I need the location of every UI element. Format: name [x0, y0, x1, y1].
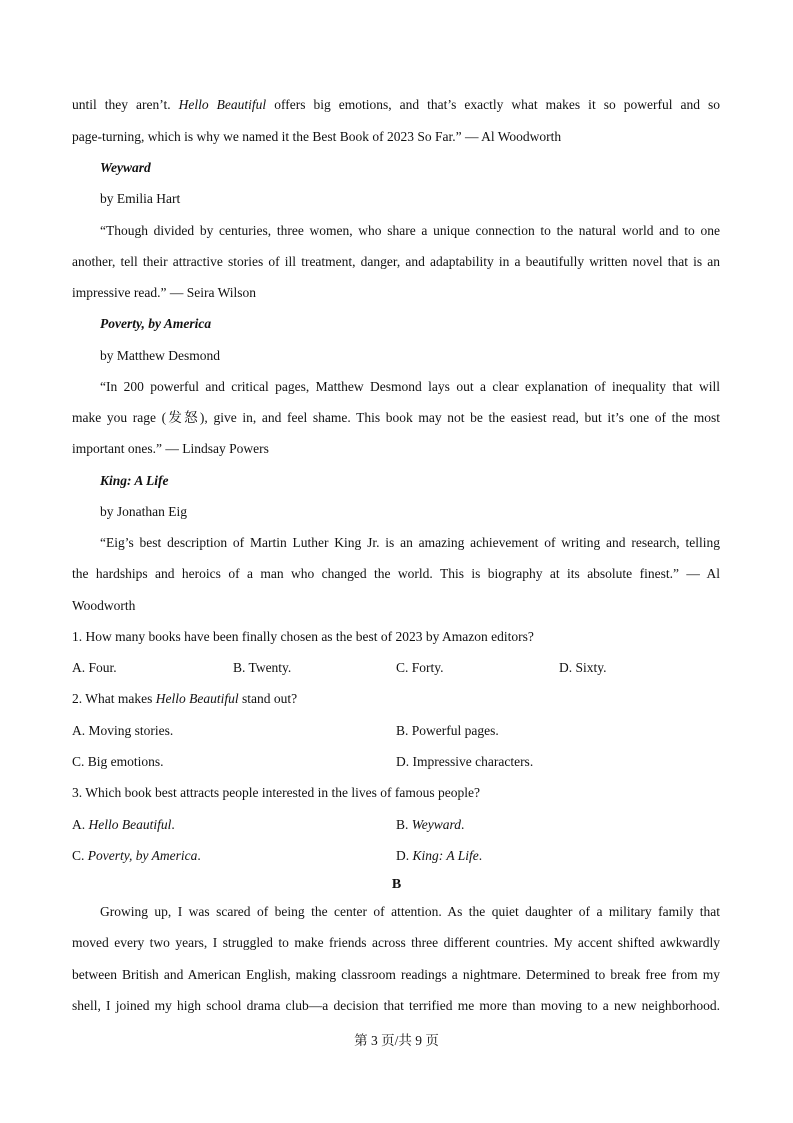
passage-line: moved every two years, I struggled to make friends across three different countries. My accent shifted awkwardly — [72, 935, 720, 950]
review-text-line: “Eig’s best description of Martin Luther King Jr. is an amazing achievement of writing and research, telling — [100, 535, 720, 550]
review-text-line: “In 200 powerful and critical pages, Matthew Desmond lays out a clear explanation of inequality that will — [100, 379, 720, 394]
review-text-line: “Though divided by centuries, three women, who share a unique connection to the natural world and to one — [100, 223, 720, 238]
review-text-line: make you rage (发怒), give in, and feel shame. This book may not be the easiest read, but it’s one of the most — [72, 410, 720, 425]
question-stem: 1. How many books have been finally chosen as the best of 2023 by Amazon editors? — [72, 629, 534, 644]
answer-option: A. Moving stories. — [72, 723, 174, 738]
review-text-line: until they aren’t. Hello Beautiful offers big emotions, and that’s exactly what makes it so powerful and so — [72, 97, 721, 112]
book-author: by Jonathan Eig — [100, 504, 187, 519]
book-title-inline: Hello Beautiful — [178, 97, 267, 112]
answer-option: A. Hello Beautiful. — [72, 817, 175, 832]
answer-option: D. King: A Life. — [396, 848, 483, 863]
review-text-line: impressive read.” — Seira Wilson — [72, 285, 257, 300]
answer-option: B. Weyward. — [396, 817, 465, 832]
answer-option: D. Impressive characters. — [396, 754, 534, 769]
answer-option: B. Powerful pages. — [396, 723, 499, 738]
answer-option: B. Twenty. — [233, 660, 292, 675]
book-author: by Emilia Hart — [100, 191, 181, 206]
answer-option: C. Forty. — [396, 660, 444, 675]
question-stem: 3. Which book best attracts people interested in the lives of famous people? — [72, 785, 481, 800]
review-text-line: important ones.” — Lindsay Powers — [72, 441, 269, 456]
section-heading: B — [391, 877, 402, 892]
answer-option: A. Four. — [72, 660, 117, 675]
book-title: Weyward — [100, 160, 151, 175]
answer-option: D. Sixty. — [559, 660, 607, 675]
answer-option: C. Poverty, by America. — [72, 848, 201, 863]
answer-option: C. Big emotions. — [72, 754, 164, 769]
review-text-line: the hardships and heroics of a man who changed the world. This is biography at its absolute finest.” — Al — [72, 566, 720, 581]
book-title: Poverty, by America — [100, 316, 212, 331]
passage-line: Growing up, I was scared of being the center of attention. As the quiet daughter of a military family that — [100, 904, 720, 919]
question-stem: 2. What makes Hello Beautiful stand out? — [72, 691, 298, 706]
passage-line: shell, I joined my high school drama club—a decision that terrified me more than moving to a new neighborhood. — [72, 998, 720, 1013]
page-number: 第 3 页/共 9 页 — [354, 1033, 439, 1048]
review-text-line: page-turning, which is why we named it the Best Book of 2023 So Far.” — Al Woodworth — [72, 129, 562, 144]
review-text-line: Woodworth — [72, 598, 136, 613]
review-text-line: another, tell their attractive stories of ill treatment, danger, and adaptability in a beautifully written novel that is an — [72, 254, 720, 269]
book-title: King: A Life — [100, 473, 169, 488]
passage-line: between British and American English, making classroom readings a nightmare. Determined to break free from my — [72, 967, 720, 982]
book-author: by Matthew Desmond — [100, 348, 220, 363]
